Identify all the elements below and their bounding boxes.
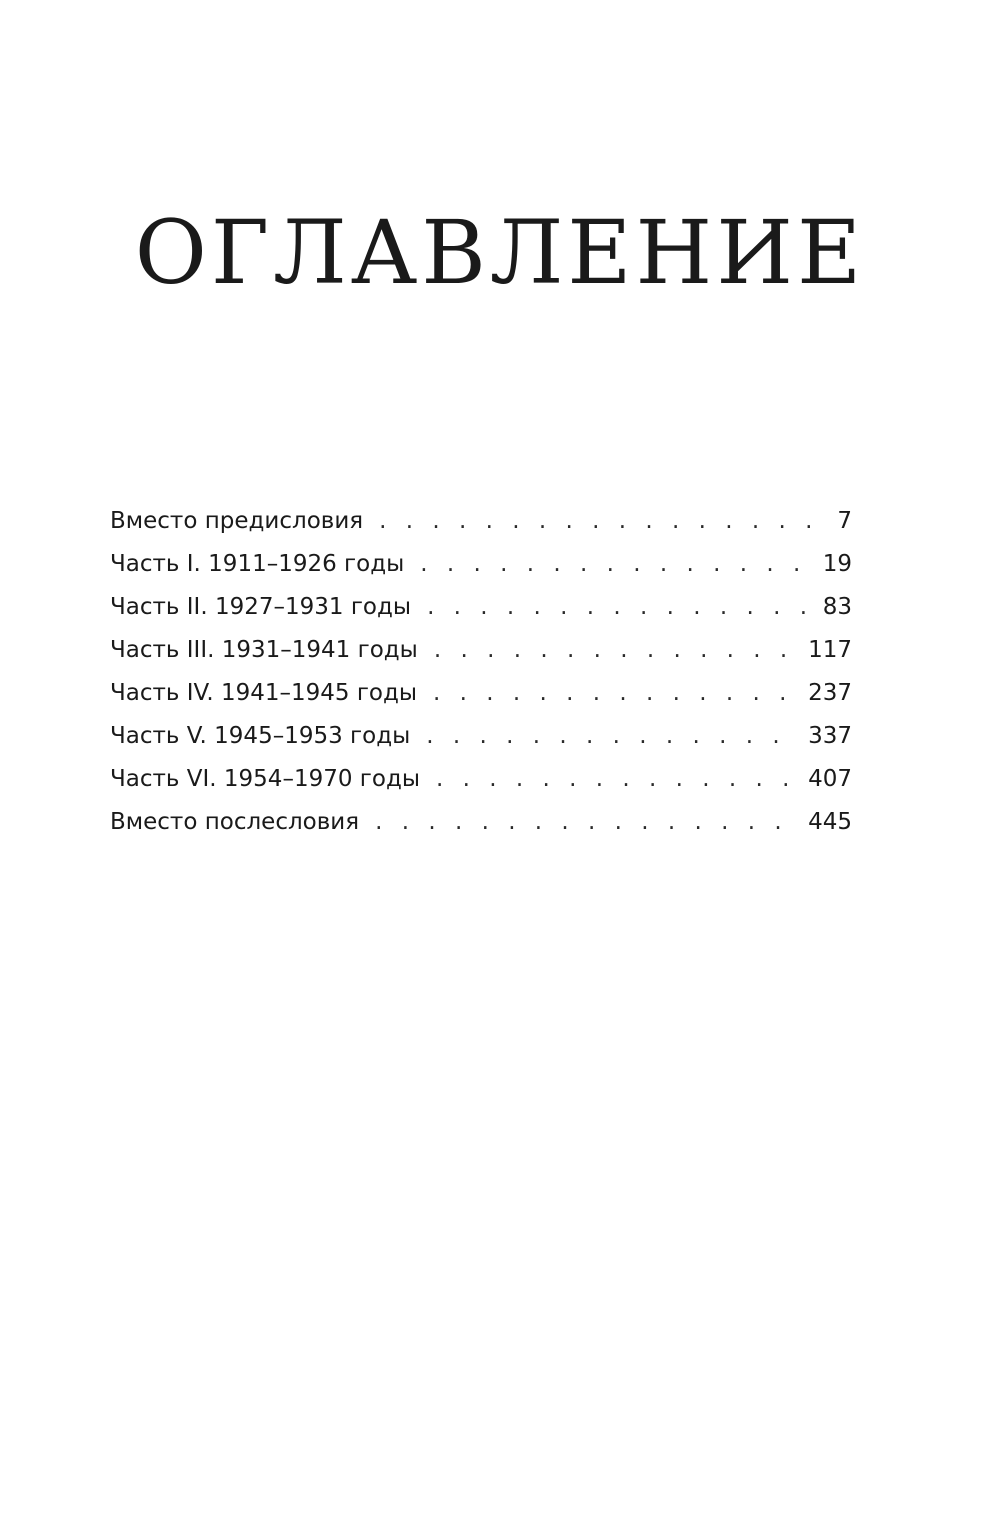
toc-entry-page-number: 337 xyxy=(808,723,852,749)
toc-leader-dots xyxy=(427,594,813,620)
toc-entry-page-number: 19 xyxy=(822,551,852,577)
toc-entry-page-number: 407 xyxy=(808,766,852,792)
toc-leader-dots xyxy=(420,551,812,577)
toc-leader-dots xyxy=(375,809,798,835)
toc-leader-dots xyxy=(434,637,798,663)
toc-leader-dots xyxy=(426,723,798,749)
toc-entry-title: Часть II. 1927–1931 годы xyxy=(110,594,412,620)
toc-entry-page-number: 117 xyxy=(808,637,852,663)
toc-entry xyxy=(110,637,852,680)
toc-entry xyxy=(110,723,852,766)
toc-leader-dots xyxy=(436,766,798,792)
toc-entry-title: Часть VI. 1954–1970 годы xyxy=(110,766,421,792)
toc-entry xyxy=(110,809,852,852)
toc-leader-dots xyxy=(379,508,827,534)
toc-leader-dots xyxy=(433,680,798,706)
page-title: ОГЛАВЛЕНИЕ xyxy=(134,200,866,304)
toc-entry xyxy=(110,551,852,594)
toc-entry-page-number: 83 xyxy=(822,594,852,620)
toc-entry-title: Часть I. 1911–1926 годы xyxy=(110,551,405,577)
toc-entry-title: Часть III. 1931–1941 годы xyxy=(110,637,418,663)
toc-entry-page-number: 445 xyxy=(808,809,852,835)
toc-entry xyxy=(110,680,852,723)
toc-entry xyxy=(110,508,852,551)
toc-entry-title: Вместо предисловия xyxy=(110,508,364,534)
toc-entry-title: Часть IV. 1941–1945 годы xyxy=(110,680,418,706)
toc-entry-title: Вместо послесловия xyxy=(110,809,360,835)
table-of-contents xyxy=(110,508,852,852)
toc-entry-title: Часть V. 1945–1953 годы xyxy=(110,723,411,749)
toc-entry xyxy=(110,766,852,809)
toc-entry xyxy=(110,594,852,637)
toc-entry-page-number: 237 xyxy=(808,680,852,706)
toc-entry-page-number: 7 xyxy=(837,508,852,534)
